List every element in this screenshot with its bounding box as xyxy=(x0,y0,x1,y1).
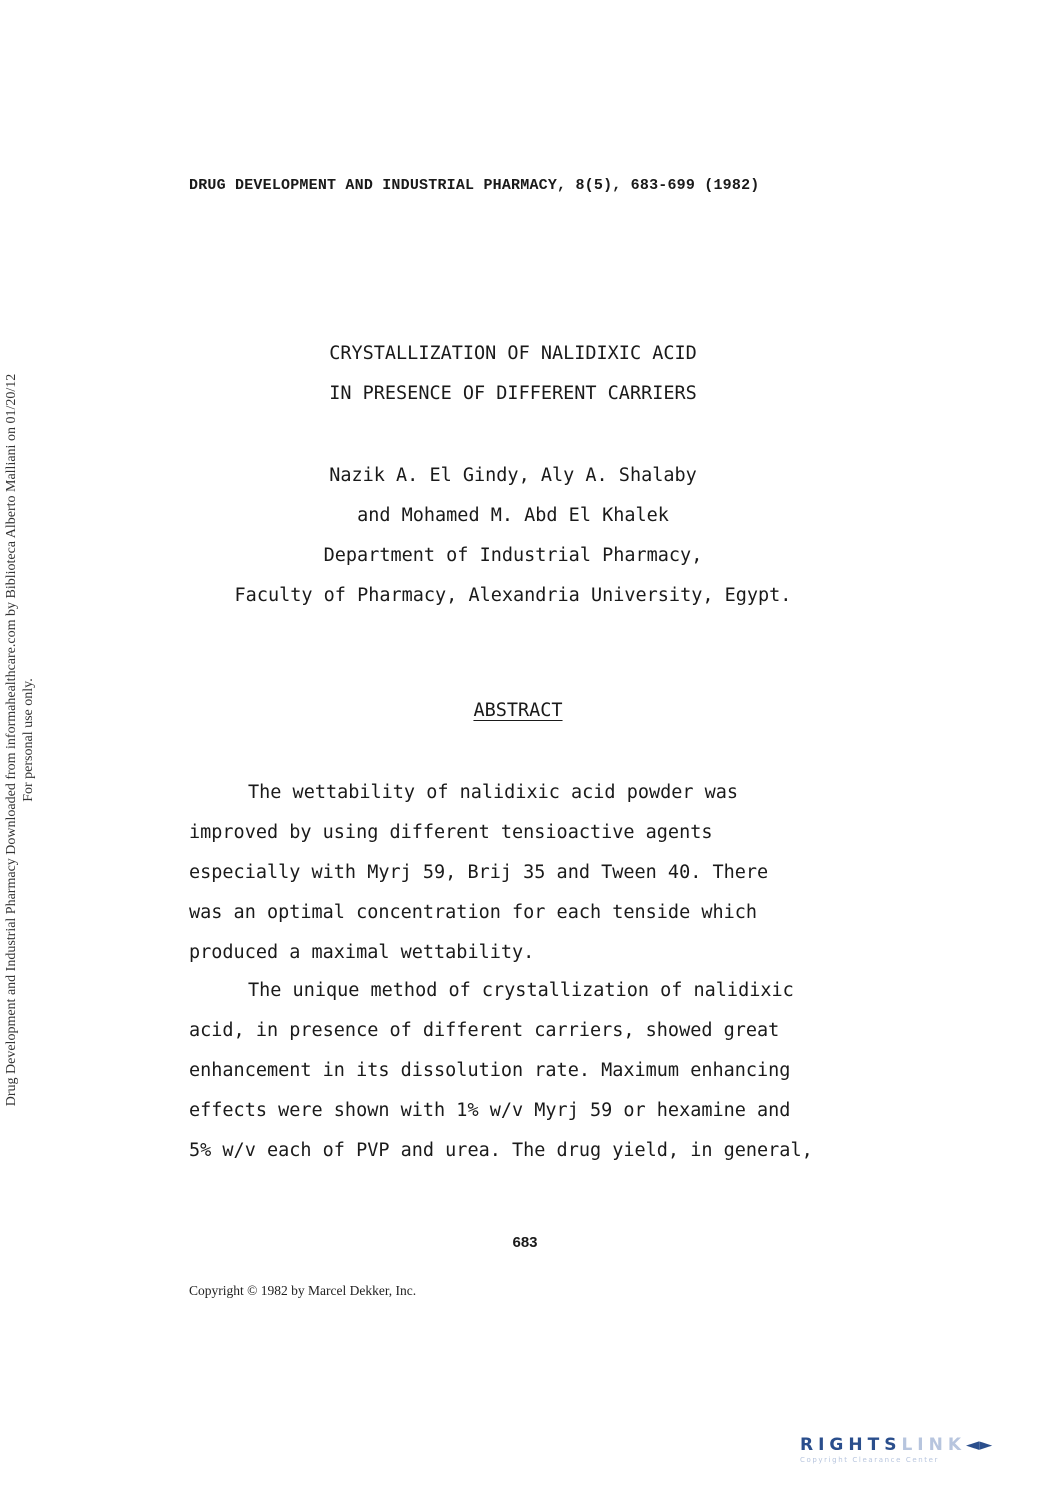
copyright-notice: Copyright © 1982 by Marcel Dekker, Inc. xyxy=(189,1283,417,1298)
abstract-line: improved by using different tensioactive agents xyxy=(189,822,713,843)
title-line-1: CRYSTALLIZATION OF NALIDIXIC ACID xyxy=(329,343,697,364)
title-line-2: IN PRESENCE OF DIFFERENT CARRIERS xyxy=(329,383,697,404)
abstract-line: produced a maximal wettability. xyxy=(189,942,535,963)
rightslink-link-text: LINK xyxy=(901,1435,966,1455)
journal-header: DRUG DEVELOPMENT AND INDUSTRIAL PHARMACY, 8(5), 683-699 (1982) xyxy=(189,177,760,194)
abstract-line: effects were shown with 1% w/v Myrj 59 or hexamine and xyxy=(189,1100,791,1121)
download-notice-line: Drug Development and Industrial Pharmacy Downloaded from informahealthcare.com by Biblioteca Alberto Malliani on 01/20/12 xyxy=(4,373,19,1107)
abstract-heading: ABSTRACT xyxy=(473,700,563,721)
rightslink-arrow-icon: ◄► xyxy=(966,1435,993,1455)
authors-line-2: and Mohamed M. Abd El Khalek xyxy=(357,505,669,526)
abstract-line: enhancement in its dissolution rate. Maximum enhancing xyxy=(189,1060,791,1081)
abstract-line: The unique method of crystallization of nalidixic xyxy=(248,980,794,1001)
abstract-line: The wettability of nalidixic acid powder was xyxy=(248,782,739,803)
rightslink-subtitle: Copyright Clearance Center xyxy=(800,1456,940,1464)
personal-use-notice: For personal use only. xyxy=(21,678,36,802)
abstract-line: 5% w/v each of PVP and urea. The drug yield, in general, xyxy=(189,1140,813,1161)
article-title xyxy=(150,334,876,414)
affiliation-faculty: Faculty of Pharmacy, Alexandria University, Egypt. xyxy=(234,585,792,606)
page-number: 683 xyxy=(512,1234,538,1251)
abstract-line: especially with Myrj 59, Brij 35 and Tween 40. There xyxy=(189,862,769,883)
download-notice xyxy=(3,290,47,1190)
abstract-line: acid, in presence of different carriers, showed great xyxy=(189,1020,780,1041)
author-block xyxy=(150,456,876,616)
rightslink-logo[interactable] xyxy=(800,1434,1032,1474)
authors-line-1: Nazik A. El Gindy, Aly A. Shalaby xyxy=(329,465,697,486)
abstract-line: was an optimal concentration for each tenside which xyxy=(189,902,758,923)
affiliation-department: Department of Industrial Pharmacy, xyxy=(323,545,703,566)
abstract-paragraph-1 xyxy=(189,773,889,973)
rightslink-rights-text: RIGHTS xyxy=(800,1435,902,1455)
abstract-paragraph-2 xyxy=(189,971,889,1171)
